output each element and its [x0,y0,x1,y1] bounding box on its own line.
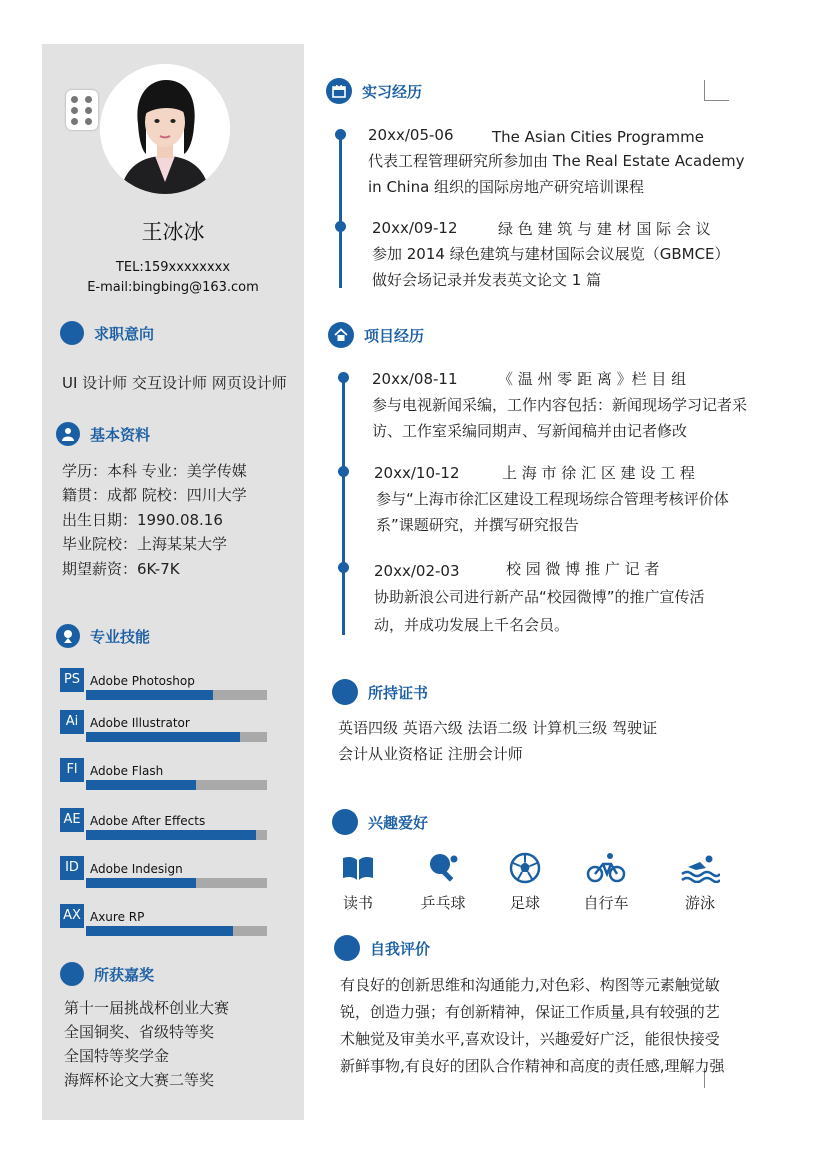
entry-line: in China 组织的国际房地产研究培训课程 [368,178,645,196]
skill-bar [86,830,267,840]
entry-line: 代表工程管理研究所参加由 The Real Estate Academy [368,152,745,170]
award-line: 全国特等奖学金 [64,1047,170,1065]
section-certs [332,679,428,705]
ps-badge-icon: PS [60,668,84,692]
id-badge-icon: ID [60,856,84,880]
section-title: 项目经历 [364,326,425,345]
skill-bar [86,878,267,888]
skill-bar-fill [86,780,196,790]
avatar [100,64,230,194]
entry-org: 上 海 市 徐 汇 区 建 设 工 程 [502,464,695,482]
circle-icon [60,962,84,986]
hobby-item [328,850,388,913]
entry-date: 20xx/02-03 [374,562,460,580]
cert-line: 会计从业资格证 注册会计师 [338,745,523,763]
entry-line: 访、工作室采编同期声、写新闻稿并由记者修改 [372,422,688,440]
skill-bar-fill [86,732,240,742]
skill-bar-fill [86,830,256,840]
section-awards [60,962,154,986]
timeline-dot [338,372,349,383]
entry-line: 做好会场记录并发表英文论文 1 篇 [372,271,602,289]
section-title: 实习经历 [362,82,423,101]
hobby-item [576,850,636,913]
hobby-label: 乒乓球 [420,894,466,912]
hobby-item [495,850,555,913]
skill-bar [86,926,267,936]
person-icon [56,422,80,446]
entry-date: 20xx/10-12 [374,464,460,482]
skill-item [60,668,270,702]
job-intent-text: UI 设计师 交互设计师 网页设计师 [62,374,287,392]
skill-name: Adobe After Effects [90,814,206,828]
hobby-label: 自行车 [583,894,629,912]
section-basic-info [56,422,150,446]
circle-icon [332,809,358,835]
entry-org: 校 园 微 博 推 广 记 者 [506,560,660,578]
award-line: 全国铜奖、省级特等奖 [64,1023,215,1041]
skill-item [60,710,270,744]
timeline-dot [335,221,346,232]
skill-name: Axure RP [90,910,145,924]
section-title: 基本资料 [90,425,151,444]
ae-badge-icon: AE [60,808,84,832]
section-title: 所持证书 [368,683,429,702]
self-eval-line: 新鲜事物,有良好的团队合作精神和高度的责任感,理解力强 [340,1057,725,1075]
entry-org: The Asian Cities Programme [492,128,705,146]
award-line: 第十一届挑战杯创业大赛 [64,999,230,1017]
entry-date: 20xx/05-06 [368,126,454,144]
section-title: 求职意向 [94,324,155,343]
margin-corner-mark [704,80,729,101]
profile-name: 王冰冰 [141,220,205,244]
self-eval-line: 锐，创造力强；有创新精神，保证工作质量,具有较强的艺 [340,1003,720,1021]
basic-info-line: 出生日期：1990.08.16 [62,511,223,529]
entry-line: 协助新浪公司进行新产品“校园微博”的推广宣传活 [374,588,705,606]
profile-email: E-mail:bingbing@163.com [87,280,259,295]
timeline-line [342,373,345,635]
entry-line: 参加 2014 绿色建筑与建材国际会议展览（GBMCE） [372,245,730,263]
timeline-dot [338,466,349,477]
book-icon [328,850,388,886]
skill-bar-fill [86,690,213,700]
circle-icon [332,679,358,705]
timeline-line [339,130,342,288]
drag-handle-icon[interactable] [66,90,98,130]
basic-info-line: 籍贯：成都 院校：四川大学 [62,486,247,504]
entry-org: 《 温 州 零 距 离 》栏 目 组 [498,370,687,388]
self-eval-line: 术触觉及审美水平,喜欢设计，兴趣爱好广泛，能很快接受 [340,1030,720,1048]
skill-item [60,904,270,938]
entry-date: 20xx/09-12 [372,219,458,237]
sidebar [42,44,304,1120]
section-self-eval [334,935,430,961]
skill-name: Adobe Photoshop [90,674,195,688]
profile-tel: TEL:159xxxxxxxx [115,260,231,275]
self-eval-line: 有良好的创新思维和沟通能力,对色彩、构图等元素触觉敏 [340,976,720,994]
skill-name: Adobe Flash [90,764,164,778]
hobby-label: 足球 [509,894,540,912]
section-internship [326,78,422,104]
bicycle-icon [576,850,636,886]
section-title: 专业技能 [90,627,151,646]
fl-badge-icon: Fl [60,758,84,782]
timeline-dot [338,562,349,573]
skill-bar [86,780,267,790]
section-title: 兴趣爱好 [368,813,429,832]
skill-bar [86,690,267,700]
hobby-label: 游泳 [684,894,715,912]
entry-date: 20xx/08-11 [372,370,458,388]
hobby-item [670,850,730,913]
calendar-icon [326,78,352,104]
swimming-icon [670,850,730,886]
entry-line: 参与“上海市徐汇区建设工程现场综合管理考核评价体 [376,490,729,508]
skill-bar [86,732,267,742]
skill-item [60,758,270,792]
basic-info-line: 期望薪资：6K-7K [62,560,180,578]
skill-name: Adobe Illustrator [90,716,190,730]
circle-icon [334,935,360,961]
skill-bar-fill [86,878,196,888]
section-title: 自我评价 [370,939,431,958]
timeline-dot [335,129,346,140]
home-icon [328,322,354,348]
ping-pong-icon [413,850,473,886]
award-line: 海辉杯论文大赛二等奖 [64,1071,215,1089]
ai-badge-icon: Ai [60,710,84,734]
section-job-intent [60,321,154,345]
section-projects [328,322,424,348]
basic-info-line: 学历：本科 专业：美学传媒 [62,462,247,480]
entry-line: 系”课题研究，并撰写研究报告 [376,516,579,534]
skill-bar-fill [86,926,233,936]
entry-org: 绿 色 建 筑 与 建 材 国 际 会 议 [498,220,711,238]
skill-item [60,856,270,890]
hobby-label: 读书 [342,894,373,912]
section-title: 所获嘉奖 [94,965,155,984]
basic-info-line: 毕业院校：上海某某大学 [62,535,228,553]
section-skills [56,624,150,648]
section-hobbies [332,809,428,835]
hobby-item [413,850,473,913]
circle-icon [60,321,84,345]
soccer-ball-icon [495,850,555,886]
entry-line: 动，并成功发展上千名会员。 [374,616,570,634]
skill-item [60,808,270,842]
user-icon [56,624,80,648]
ax-badge-icon: AX [60,904,84,928]
skill-name: Adobe Indesign [90,862,183,876]
cert-line: 英语四级 英语六级 法语二级 计算机三级 驾驶证 [338,719,658,737]
entry-line: 参与电视新闻采编，工作内容包括：新闻现场学习记者采 [372,396,748,414]
